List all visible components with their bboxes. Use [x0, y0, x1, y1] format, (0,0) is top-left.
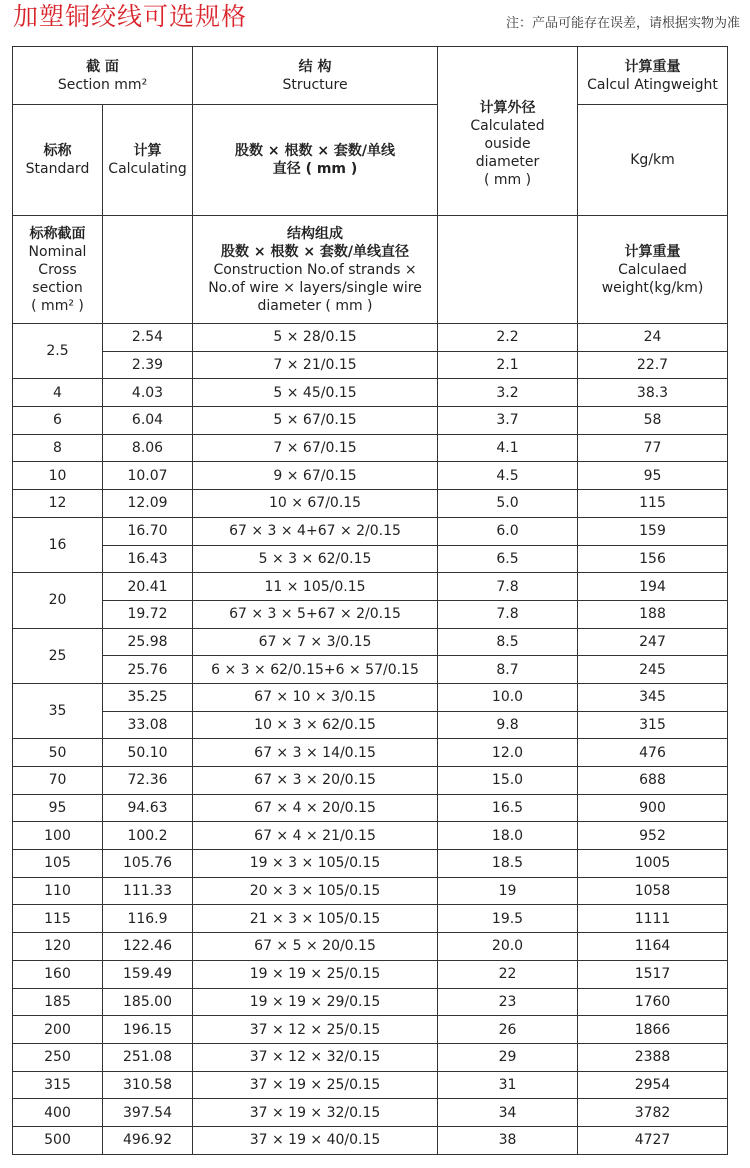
cell-diameter: 4.1	[438, 434, 578, 462]
cell-weight: 245	[578, 656, 728, 684]
cell-structure: 10 × 3 × 62/0.15	[193, 711, 438, 739]
cell-diameter: 34	[438, 1099, 578, 1127]
cell-weight: 952	[578, 822, 728, 850]
cell-calculating: 20.41	[103, 573, 193, 601]
cell-structure: 37 × 12 × 32/0.15	[193, 1043, 438, 1071]
cell-structure: 67 × 7 × 3/0.15	[193, 628, 438, 656]
cell-standard: 250	[13, 1043, 103, 1071]
cell-diameter: 38	[438, 1126, 578, 1154]
table-row	[13, 877, 728, 905]
table-row	[13, 462, 728, 490]
cell-standard: 35	[13, 683, 103, 738]
cell-structure: 19 × 19 × 29/0.15	[193, 988, 438, 1016]
table-row	[13, 850, 728, 878]
cell-weight: 4727	[578, 1126, 728, 1154]
cell-weight: 2954	[578, 1071, 728, 1099]
cell-weight: 188	[578, 600, 728, 628]
cell-diameter: 5.0	[438, 490, 578, 518]
cell-standard: 100	[13, 822, 103, 850]
cell-diameter: 3.2	[438, 379, 578, 407]
cell-calculating: 8.06	[103, 434, 193, 462]
cell-standard: 115	[13, 905, 103, 933]
cell-diameter: 19	[438, 877, 578, 905]
table-body	[13, 324, 728, 1155]
cell-structure: 37 × 19 × 25/0.15	[193, 1071, 438, 1099]
table-row	[13, 933, 728, 961]
cell-standard: 200	[13, 1016, 103, 1044]
cell-calculating: 12.09	[103, 490, 193, 518]
cell-weight: 1005	[578, 850, 728, 878]
cell-diameter: 6.5	[438, 545, 578, 573]
cell-structure: 6 × 3 × 62/0.15+6 × 57/0.15	[193, 656, 438, 684]
table-row	[13, 1126, 728, 1154]
cell-diameter: 29	[438, 1043, 578, 1071]
table-row	[13, 960, 728, 988]
header-structure-detail: 股数 × 根数 × 套数/单线 直径 ( mm )	[193, 105, 438, 216]
table-row	[13, 794, 728, 822]
cell-structure: 9 × 67/0.15	[193, 462, 438, 490]
cell-calculating: 196.15	[103, 1016, 193, 1044]
cell-standard: 70	[13, 767, 103, 795]
table-row	[13, 324, 728, 352]
cell-diameter: 8.5	[438, 628, 578, 656]
table-row	[13, 517, 728, 545]
cell-structure: 21 × 3 × 105/0.15	[193, 905, 438, 933]
cell-calculating: 25.98	[103, 628, 193, 656]
table-row	[13, 711, 728, 739]
cell-calculating: 105.76	[103, 850, 193, 878]
cell-diameter: 10.0	[438, 683, 578, 711]
cell-weight: 900	[578, 794, 728, 822]
cell-standard: 95	[13, 794, 103, 822]
cell-diameter: 3.7	[438, 407, 578, 435]
cell-weight: 688	[578, 767, 728, 795]
cell-diameter: 26	[438, 1016, 578, 1044]
cell-structure: 7 × 21/0.15	[193, 351, 438, 379]
cell-standard: 400	[13, 1099, 103, 1127]
cell-standard: 20	[13, 573, 103, 628]
cell-weight: 1111	[578, 905, 728, 933]
cell-structure: 5 × 28/0.15	[193, 324, 438, 352]
cell-structure: 37 × 12 × 25/0.15	[193, 1016, 438, 1044]
table-row	[13, 656, 728, 684]
spec-table	[12, 46, 728, 1155]
cell-weight: 22.7	[578, 351, 728, 379]
cell-diameter: 22	[438, 960, 578, 988]
cell-structure: 67 × 3 × 4+67 × 2/0.15	[193, 517, 438, 545]
cell-structure: 5 × 67/0.15	[193, 407, 438, 435]
cell-calculating: 100.2	[103, 822, 193, 850]
cell-diameter: 18.5	[438, 850, 578, 878]
table-row	[13, 351, 728, 379]
cell-weight: 1760	[578, 988, 728, 1016]
cell-calculating: 251.08	[103, 1043, 193, 1071]
cell-calculating: 122.46	[103, 933, 193, 961]
cell-weight: 1058	[578, 877, 728, 905]
cell-diameter: 20.0	[438, 933, 578, 961]
cell-weight: 115	[578, 490, 728, 518]
cell-calculating: 6.04	[103, 407, 193, 435]
cell-calculating: 16.43	[103, 545, 193, 573]
cell-calculating: 2.54	[103, 324, 193, 352]
cell-structure: 37 × 19 × 32/0.15	[193, 1099, 438, 1127]
cell-standard: 12	[13, 490, 103, 518]
cell-standard: 185	[13, 988, 103, 1016]
cell-standard: 315	[13, 1071, 103, 1099]
cell-structure: 19 × 19 × 25/0.15	[193, 960, 438, 988]
cell-structure: 7 × 67/0.15	[193, 434, 438, 462]
cell-diameter: 4.5	[438, 462, 578, 490]
cell-structure: 19 × 3 × 105/0.15	[193, 850, 438, 878]
table-row	[13, 905, 728, 933]
cell-weight: 24	[578, 324, 728, 352]
cell-structure: 67 × 4 × 20/0.15	[193, 794, 438, 822]
cell-standard: 50	[13, 739, 103, 767]
cell-calculating: 116.9	[103, 905, 193, 933]
cell-standard: 8	[13, 434, 103, 462]
cell-diameter: 16.5	[438, 794, 578, 822]
header-section: 截 面 Section mm²	[13, 47, 193, 105]
table-row	[13, 490, 728, 518]
cell-standard: 2.5	[13, 324, 103, 379]
cell-calculating: 185.00	[103, 988, 193, 1016]
cell-weight: 1164	[578, 933, 728, 961]
header-nominal: 标称截面 Nominal Cross section ( mm² )	[13, 216, 103, 324]
cell-structure: 11 × 105/0.15	[193, 573, 438, 601]
cell-diameter: 9.8	[438, 711, 578, 739]
cell-calculating: 4.03	[103, 379, 193, 407]
cell-standard: 105	[13, 850, 103, 878]
cell-calculating: 2.39	[103, 351, 193, 379]
cell-calculating: 310.58	[103, 1071, 193, 1099]
cell-calculating: 397.54	[103, 1099, 193, 1127]
table-row	[13, 822, 728, 850]
cell-calculating: 25.76	[103, 656, 193, 684]
cell-weight: 77	[578, 434, 728, 462]
table-row	[13, 545, 728, 573]
cell-weight: 345	[578, 683, 728, 711]
table-row	[13, 407, 728, 435]
cell-standard: 120	[13, 933, 103, 961]
table-row	[13, 600, 728, 628]
header-diameter: 计算外径 Calculated ouside diameter ( mm )	[438, 47, 578, 216]
cell-standard: 10	[13, 462, 103, 490]
cell-diameter: 18.0	[438, 822, 578, 850]
cell-weight: 1517	[578, 960, 728, 988]
cell-calculating: 72.36	[103, 767, 193, 795]
cell-standard: 4	[13, 379, 103, 407]
page-title: 加塑铜绞线可选规格	[13, 2, 248, 31]
cell-diameter: 2.2	[438, 324, 578, 352]
table-row	[13, 1043, 728, 1071]
cell-weight: 2388	[578, 1043, 728, 1071]
cell-structure: 37 × 19 × 40/0.15	[193, 1126, 438, 1154]
cell-diameter: 7.8	[438, 573, 578, 601]
cell-calculating: 35.25	[103, 683, 193, 711]
table-row	[13, 573, 728, 601]
cell-diameter: 6.0	[438, 517, 578, 545]
header-kgkm: Kg/km	[578, 105, 728, 216]
header-standard: 标称 Standard	[13, 105, 103, 216]
table-row	[13, 739, 728, 767]
cell-weight: 1866	[578, 1016, 728, 1044]
cell-structure: 67 × 3 × 14/0.15	[193, 739, 438, 767]
cell-diameter: 7.8	[438, 600, 578, 628]
cell-standard: 6	[13, 407, 103, 435]
cell-weight: 159	[578, 517, 728, 545]
cell-calculating: 94.63	[103, 794, 193, 822]
cell-weight: 156	[578, 545, 728, 573]
cell-calculating: 111.33	[103, 877, 193, 905]
cell-diameter: 8.7	[438, 656, 578, 684]
table-row	[13, 1071, 728, 1099]
cell-standard: 500	[13, 1126, 103, 1154]
cell-standard: 16	[13, 517, 103, 572]
table-row	[13, 434, 728, 462]
cell-structure: 20 × 3 × 105/0.15	[193, 877, 438, 905]
header-calculating: 计算 Calculating	[103, 105, 193, 216]
table-row	[13, 767, 728, 795]
cell-calculating: 50.10	[103, 739, 193, 767]
table-row	[13, 379, 728, 407]
header-structure: 结 构 Structure	[193, 47, 438, 105]
header-empty-cell	[438, 216, 578, 324]
cell-calculating: 10.07	[103, 462, 193, 490]
cell-diameter: 23	[438, 988, 578, 1016]
table-row	[13, 628, 728, 656]
cell-weight: 38.3	[578, 379, 728, 407]
header-weight: 计算重量 Calcul Atingweight	[578, 47, 728, 105]
cell-calculating: 16.70	[103, 517, 193, 545]
header-construction: 结构组成 股数 × 根数 × 套数/单线直径 Construction No.of strands × No.of wire × layers/single wire diameter ( mm )	[193, 216, 438, 324]
cell-structure: 5 × 45/0.15	[193, 379, 438, 407]
header-calc-weight: 计算重量 Calculaed weight(kg/km)	[578, 216, 728, 324]
cell-calculating: 159.49	[103, 960, 193, 988]
cell-weight: 194	[578, 573, 728, 601]
cell-structure: 67 × 3 × 5+67 × 2/0.15	[193, 600, 438, 628]
cell-calculating: 33.08	[103, 711, 193, 739]
table-row	[13, 1016, 728, 1044]
table-row	[13, 683, 728, 711]
cell-weight: 247	[578, 628, 728, 656]
cell-diameter: 31	[438, 1071, 578, 1099]
cell-weight: 3782	[578, 1099, 728, 1127]
cell-calculating: 496.92	[103, 1126, 193, 1154]
cell-standard: 25	[13, 628, 103, 683]
cell-diameter: 2.1	[438, 351, 578, 379]
disclaimer-note: 注：产品可能存在误差，请根据实物为准	[505, 16, 740, 31]
cell-weight: 58	[578, 407, 728, 435]
cell-structure: 67 × 5 × 20/0.15	[193, 933, 438, 961]
cell-standard: 160	[13, 960, 103, 988]
cell-weight: 315	[578, 711, 728, 739]
cell-diameter: 15.0	[438, 767, 578, 795]
cell-structure: 5 × 3 × 62/0.15	[193, 545, 438, 573]
table-row	[13, 988, 728, 1016]
cell-structure: 10 × 67/0.15	[193, 490, 438, 518]
cell-structure: 67 × 10 × 3/0.15	[193, 683, 438, 711]
cell-standard: 110	[13, 877, 103, 905]
table-row	[13, 1099, 728, 1127]
cell-diameter: 12.0	[438, 739, 578, 767]
cell-structure: 67 × 4 × 21/0.15	[193, 822, 438, 850]
cell-calculating: 19.72	[103, 600, 193, 628]
header-empty-cell	[103, 216, 193, 324]
cell-structure: 67 × 3 × 20/0.15	[193, 767, 438, 795]
cell-weight: 95	[578, 462, 728, 490]
cell-diameter: 19.5	[438, 905, 578, 933]
cell-weight: 476	[578, 739, 728, 767]
